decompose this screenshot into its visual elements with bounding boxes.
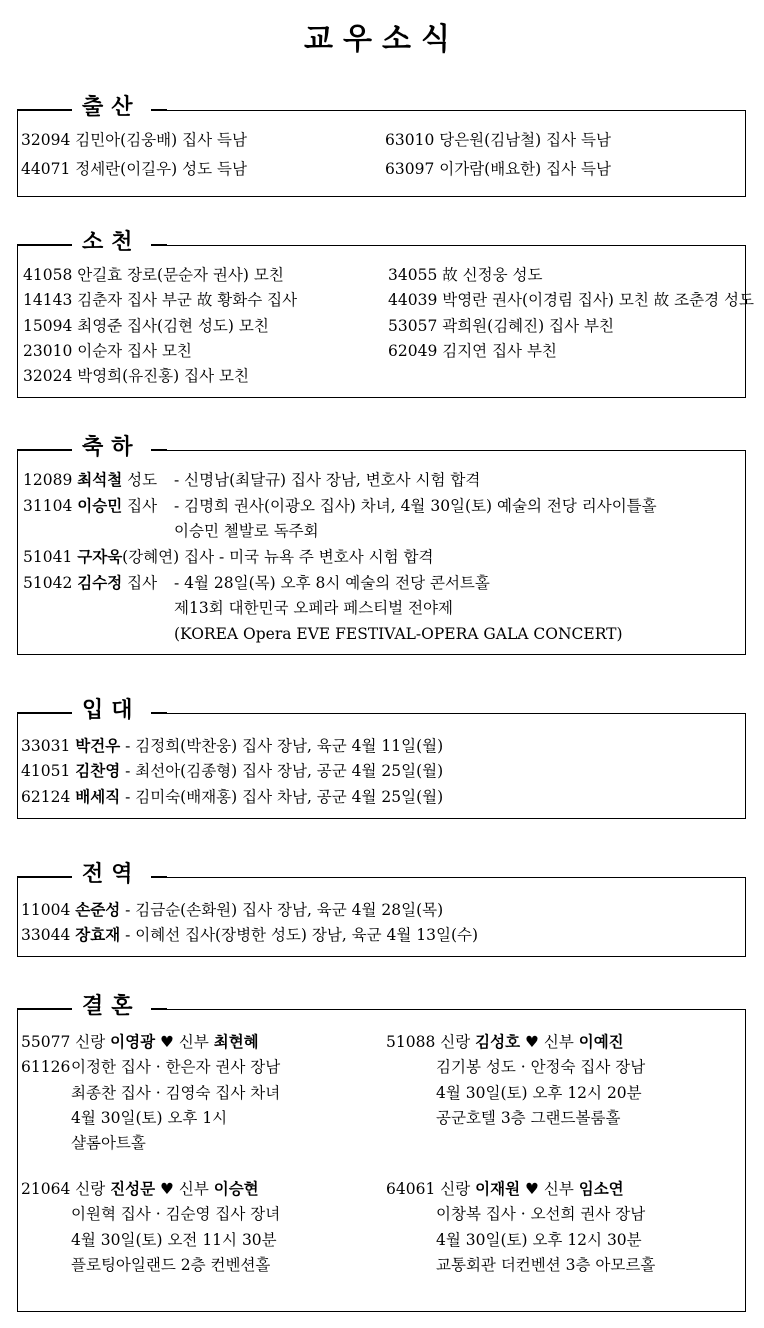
wedding-detail: 이창복 집사 · 오선희 권사 장남: [436, 1205, 646, 1223]
birth-heading: [17, 94, 167, 123]
member-code: 41051: [21, 762, 71, 780]
wedding-detail: 4월 30일(토) 오후 1시: [71, 1109, 228, 1127]
bride-label: 신부: [543, 1033, 574, 1051]
congrats-detail: (KOREA Opera EVE FESTIVAL-OPERA GALA CONCERT): [174, 625, 623, 643]
bride-label: 신부: [178, 1180, 209, 1198]
list-item: 44071 정세란(이길우) 성도 득남: [21, 160, 247, 178]
wedding-heading: [17, 993, 167, 1022]
wedding-detail: 김기봉 성도 · 안정숙 집사 장남: [436, 1058, 646, 1076]
groom-name: 이영광: [110, 1032, 156, 1051]
enlist-entry: [21, 787, 443, 807]
list-item: 44039 박영란 권사(이경림 집사) 모친 故 조춘경 성도: [388, 291, 754, 309]
wedding-detail: 4월 30일(토) 오전 11시 30분: [71, 1231, 277, 1249]
list-item: 23010 이순자 집사 모친: [23, 342, 192, 360]
discharge-heading-text: 전역: [72, 860, 151, 888]
heart-icon: ♥: [525, 1033, 539, 1051]
member-name: 장효재: [75, 925, 121, 944]
page-title: 교우소식: [304, 22, 460, 57]
list-item: 34055 故 신정웅 성도: [388, 266, 543, 284]
entry-text: - 이혜선 집사(장병한 성도) 장남, 육군 4월 13일(수): [120, 926, 479, 944]
birth-box: [17, 110, 746, 197]
member-code: 51088: [386, 1033, 436, 1051]
member-code: 51041: [23, 548, 73, 566]
member-code: 61126: [21, 1058, 71, 1076]
discharge-section: [17, 861, 746, 957]
list-item: 14143 김춘자 집사 부군 故 황화수 집사: [23, 291, 298, 309]
heart-icon: ♥: [160, 1033, 174, 1051]
member-code: 12089: [23, 471, 73, 489]
member-code: 51042: [23, 574, 73, 592]
enlist-entry: [21, 761, 443, 781]
enlist-section: [17, 697, 746, 819]
congrats-entry: [23, 470, 157, 490]
list-item: 62049 김지연 집사 부친: [388, 342, 557, 360]
wedding-couple: [21, 1179, 259, 1199]
entry-text: - 김미숙(배재홍) 집사 차남, 공군 4월 25일(월): [120, 788, 444, 806]
wedding-detail: 최종찬 집사 · 김영숙 집사 차녀: [71, 1084, 281, 1102]
wedding-detail: 샬롬아트홀: [71, 1134, 146, 1152]
groom-label: 신랑: [75, 1180, 106, 1198]
wedding-detail: 4월 30일(토) 오후 12시 20분: [436, 1084, 642, 1102]
wedding-section: [17, 993, 746, 1312]
member-code: 62124: [21, 788, 71, 806]
birth-section: [17, 94, 746, 197]
congrats-entry: [23, 573, 157, 593]
member-name: 김수정: [77, 573, 123, 592]
list-item: 32094 김민아(김웅배) 집사 득남: [21, 131, 247, 149]
member-role: (강혜연) 집사: [122, 548, 215, 566]
congrats-entry: [23, 547, 433, 567]
member-code: 33031: [21, 737, 71, 755]
member-code: 33044: [21, 926, 71, 944]
wedding-detail: 4월 30일(토) 오후 12시 30분: [436, 1231, 642, 1249]
member-name: 손준성: [75, 900, 121, 919]
member-name: 배세직: [75, 787, 121, 806]
member-code: 21064: [21, 1180, 71, 1198]
list-item: 15094 최영준 집사(김현 성도) 모친: [23, 317, 269, 335]
bride-name: 이승현: [213, 1179, 259, 1198]
bride-name: 임소연: [578, 1179, 624, 1198]
bride-label: 신부: [178, 1033, 209, 1051]
member-role: 집사: [122, 574, 158, 592]
congrats-detail: - 신명남(최달규) 집사 장남, 변호사 시험 합격: [174, 471, 481, 489]
bride-label: 신부: [543, 1180, 574, 1198]
groom-label: 신랑: [75, 1033, 106, 1051]
wedding-couple: [386, 1032, 624, 1052]
entry-text: - 김금순(손화원) 집사 장남, 육군 4월 28일(목): [120, 901, 444, 919]
bride-name: 이예진: [578, 1032, 624, 1051]
congrats-detail: - 김명희 권사(이광오 집사) 차녀, 4월 30일(토) 예술의 전당 리사이틀홀: [174, 497, 657, 515]
bride-name: 최현혜: [213, 1032, 259, 1051]
list-item: 32024 박영희(유진홍) 집사 모친: [23, 367, 249, 385]
congrats-heading-text: 축하: [72, 433, 151, 461]
member-name: 박건우: [75, 736, 121, 755]
member-code: 64061: [386, 1180, 436, 1198]
congrats-section: [17, 434, 746, 655]
entry-text: - 김정희(박찬웅) 집사 장남, 육군 4월 11일(월): [120, 737, 444, 755]
list-item: 53057 곽희원(김혜진) 집사 부친: [388, 317, 614, 335]
member-name: 이승민: [77, 496, 123, 515]
groom-name: 이재원: [475, 1179, 521, 1198]
congrats-entry: [23, 496, 157, 516]
enlist-heading-text: 입대: [72, 696, 151, 724]
wedding-heading-text: 결혼: [72, 992, 151, 1020]
heart-icon: ♥: [160, 1180, 174, 1198]
member-name: 최석철: [77, 470, 123, 489]
member-name: 김찬영: [75, 761, 121, 780]
congrats-detail: - 미국 뉴욕 주 변호사 시험 합격: [219, 548, 434, 566]
member-code: 55077: [21, 1033, 71, 1051]
groom-label: 신랑: [440, 1180, 471, 1198]
wedding-detail: 공군호텔 3층 그랜드볼룸홀: [436, 1109, 621, 1127]
groom-name: 김성호: [475, 1032, 521, 1051]
heart-icon: ♥: [525, 1180, 539, 1198]
enlist-entry: [21, 736, 443, 756]
list-item: 63010 당은원(김남철) 집사 득남: [385, 131, 611, 149]
list-item: 63097 이가람(배요한) 집사 득남: [385, 160, 611, 178]
groom-label: 신랑: [440, 1033, 471, 1051]
wedding-couple: [386, 1179, 624, 1199]
member-role: 집사: [122, 497, 158, 515]
wedding-detail: 이정한 집사 · 한은자 권사 장남: [71, 1058, 281, 1076]
member-code: 11004: [21, 901, 71, 919]
congrats-detail: - 4월 28일(목) 오후 8시 예술의 전당 콘서트홀: [174, 574, 490, 592]
congrats-detail: 제13회 대한민국 오페라 페스티벌 전야제: [174, 599, 454, 617]
birth-heading-text: 출산: [72, 93, 151, 121]
enlist-heading: [17, 697, 167, 726]
passing-section: [17, 229, 754, 398]
discharge-entry: [21, 900, 443, 920]
discharge-heading: [17, 861, 167, 890]
passing-heading: [17, 229, 167, 258]
entry-text: - 최선아(김종형) 집사 장남, 공군 4월 25일(월): [120, 762, 444, 780]
wedding-detail: 이원혁 집사 · 김순영 집사 장녀: [71, 1205, 281, 1223]
member-name: 구자욱: [77, 547, 123, 566]
member-role: 성도: [122, 471, 158, 489]
wedding-detail: 플로팅아일랜드 2층 컨벤션홀: [71, 1256, 271, 1274]
wedding-couple: [21, 1032, 259, 1052]
congrats-detail: 이승민 첼발로 독주회: [174, 522, 319, 540]
discharge-entry: [21, 925, 478, 945]
wedding-detail: 교통회관 더컨벤션 3층 아모르홀: [436, 1256, 656, 1274]
member-code: 31104: [23, 497, 73, 515]
congrats-heading: [17, 434, 167, 463]
passing-heading-text: 소천: [72, 228, 151, 256]
groom-name: 진성문: [110, 1179, 156, 1198]
list-item: 41058 안길효 장로(문순자 권사) 모친: [23, 266, 284, 284]
